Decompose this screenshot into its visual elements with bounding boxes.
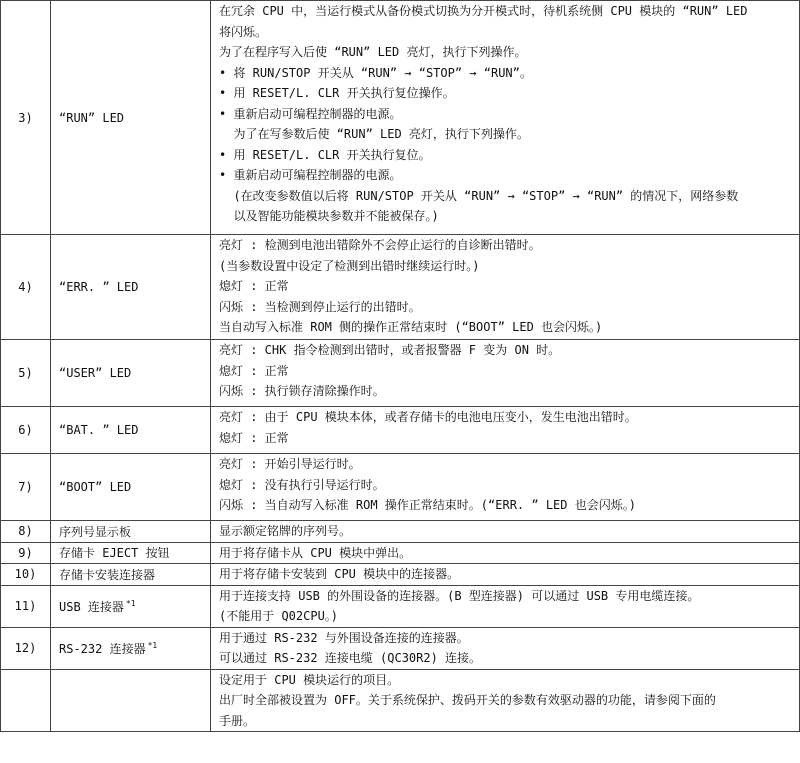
item-name: “BAT. ” LED [59,423,139,437]
item-name: “BOOT” LED [59,480,132,494]
description-line: 为了在写参数后使 “RUN” LED 亮灯，执行下列操作。 [219,127,529,141]
item-name-cell [51,340,211,407]
description-line: 出厂时全部被设置为 OFF。关于系统保护、拨码开关的参数有效驱动器的功能，请参阅下面的 [219,693,716,707]
item-description [211,564,800,586]
item-name-cell [51,627,211,669]
item-number: 12) [1,627,51,669]
description-line: • 将 RUN/STOP 开关从 “RUN” → “STOP” → “RUN”。 [219,65,532,80]
table-row [1,340,800,407]
description-line: 熄灯 : 正常 [219,430,289,445]
description-line: 用于将存储卡安装到 CPU 模块中的连接器。 [219,567,460,581]
item-number [1,669,51,732]
description-line: 闪烁 : 当自动写入标准 ROM 操作正常结束时。(“ERR. ” LED 也会闪烁。) [219,498,636,512]
description-line: 将闪烁。 [219,24,268,39]
item-name-cell [51,542,211,564]
description-line: 亮灯 : CHK 指令检测到出错时，或者报警器 F 变为 ON 时。 [219,343,561,357]
item-name-cell [51,564,211,586]
item-description [211,235,800,340]
description-line: • 用 RESET/L. CLR 开关执行复位。 [219,147,431,162]
item-description [211,669,800,732]
item-number: 9) [1,542,51,564]
description-line: 以及智能功能模块参数并不能被保存。) [219,209,439,223]
item-description [211,542,800,564]
item-name: 存储卡 EJECT 按钮 [59,546,170,561]
item-name-cell [51,407,211,454]
description-line: (不能用于 Q02CPU。) [219,609,339,623]
description-line: • 用 RESET/L. CLR 开关执行复位操作。 [219,86,455,100]
item-description [211,454,800,521]
item-name: “RUN” LED [59,110,125,125]
item-number: 6) [1,407,51,454]
item-number: 11) [1,585,51,627]
description-line: 用于通过 RS-232 与外围设备连接的连接器。 [219,630,469,645]
description-line: 设定用于 CPU 模块运行的项目。 [219,672,400,687]
description-line: 在冗余 CPU 中，当运行模式从备份模式切换为分开模式时，待机系统侧 CPU 模块的 “RUN” LED [219,4,748,18]
item-description [211,521,800,543]
item-name-cell [51,669,211,732]
description-line: 亮灯 : 由于 CPU 模块本体，或者存储卡的电池电压变小，发生电池出错时。 [219,410,637,424]
description-line: 闪烁 : 当检测到停止运行的出错时。 [219,299,421,314]
description-line: 手册。 [219,713,256,728]
item-name: “ERR. ” LED [59,280,139,294]
item-number: 10) [1,564,51,586]
description-line: (在改变参数值以后将 RUN/STOP 开关从 “RUN” → “STOP” → “RUN” 的情况下，网络参数 [219,188,739,203]
description-line: 当自动写入标准 ROM 侧的操作正常结束时 (“BOOT” LED 也会闪烁。) [219,320,603,334]
description-line: 显示额定铭牌的序列号。 [219,524,352,538]
description-line: 亮灯 : 开始引导运行时。 [219,457,361,471]
description-line: (当参数设置中设定了检测到出错时继续运行时。) [219,258,480,273]
description-line: • 重新启动可编程控制器的电源。 [219,106,402,121]
item-number: 8) [1,521,51,543]
footnote-marker: *1 [147,640,158,650]
table-row [1,585,800,627]
item-description [211,1,800,235]
item-name: USB 连接器 [59,599,124,614]
description-line: 用于连接支持 USB 的外围设备的连接器。(B 型连接器) 可以通过 USB 专用电缆连接。 [219,588,700,603]
item-description [211,627,800,669]
table-row [1,627,800,669]
description-line: 为了在程序写入后使 “RUN” LED 亮灯，执行下列操作。 [219,45,527,59]
item-name: “USER” LED [59,366,132,380]
item-number: 7) [1,454,51,521]
description-line: 熄灯 : 正常 [219,279,289,293]
description-line: 闪烁 : 执行锁存清除操作时。 [219,384,385,398]
item-name-cell [51,585,211,627]
description-line: 用于将存储卡从 CPU 模块中弹出。 [219,545,412,560]
item-description [211,340,800,407]
item-description [211,407,800,454]
description-line: 熄灯 : 没有执行引导运行时。 [219,477,385,492]
description-line: 可以通过 RS-232 连接电缆 (QC30R2) 连接。 [219,651,482,665]
description-line: • 重新启动可编程控制器的电源。 [219,168,402,182]
item-number: 4) [1,235,51,340]
description-line: 熄灯 : 正常 [219,363,289,378]
item-name-cell [51,521,211,543]
item-name: 存储卡安装连接器 [59,567,156,582]
table-row [1,454,800,521]
table-row [1,1,800,235]
footnote-marker: *1 [125,598,136,608]
item-name: 序列号显示板 [59,524,132,539]
item-name-cell [51,235,211,340]
table-row [1,407,800,454]
item-name: RS-232 连接器 [59,641,146,656]
item-name-cell [51,1,211,235]
table-row [1,542,800,564]
description-line: 亮灯 : 检测到电池出错除外不会停止运行的自诊断出错时。 [219,238,541,252]
table-row [1,521,800,543]
item-number: 5) [1,340,51,407]
item-number: 3) [1,1,51,235]
item-description [211,585,800,627]
table-row [1,235,800,340]
table-row [1,669,800,732]
table-row [1,564,800,586]
item-name-cell [51,454,211,521]
